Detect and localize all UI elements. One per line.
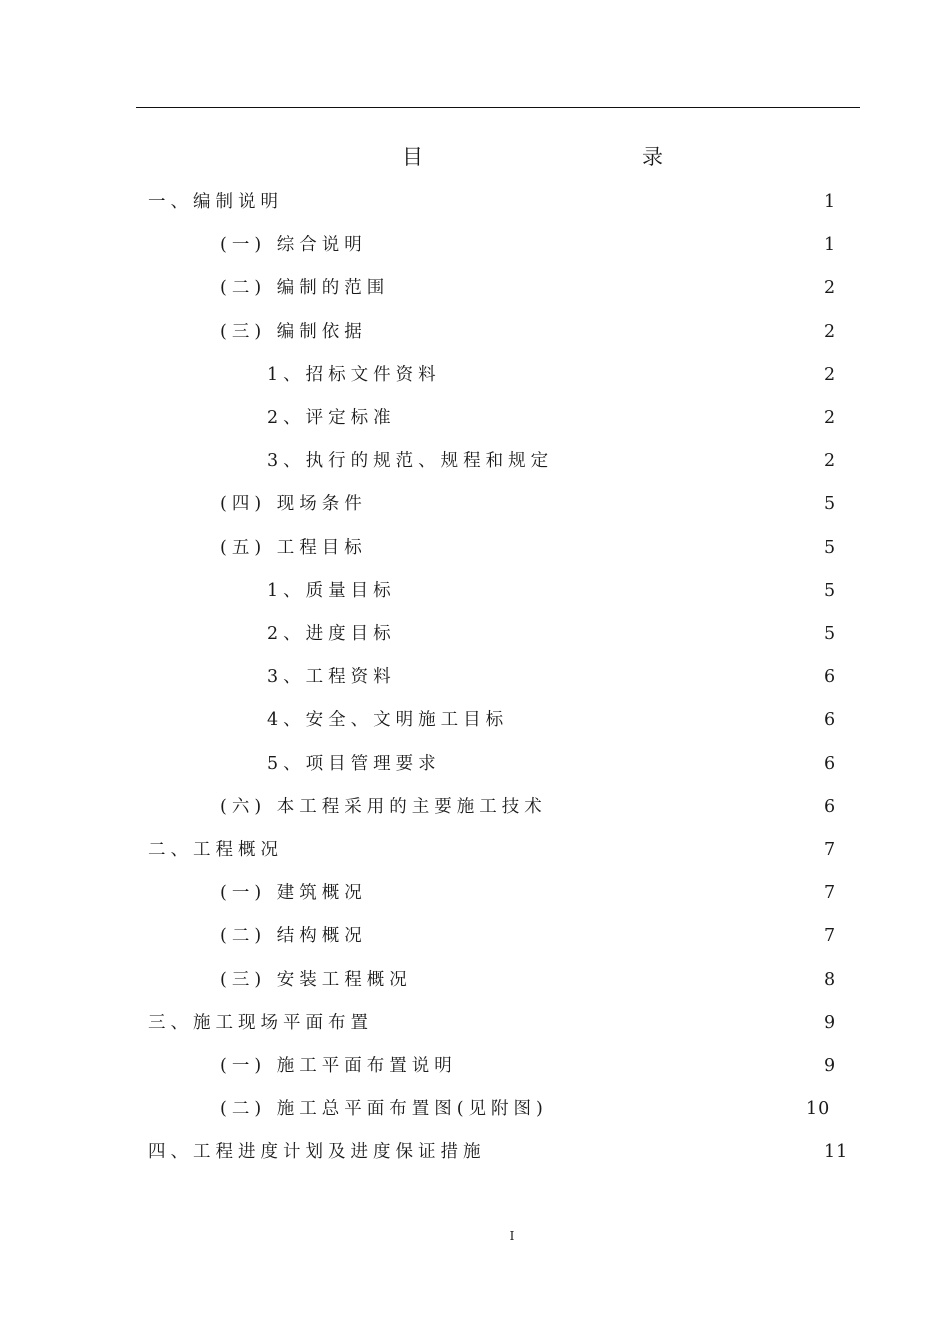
- toc-entry[interactable]: [0, 579, 950, 603]
- toc-entry-page: 5: [824, 494, 837, 515]
- toc-entry[interactable]: [0, 320, 950, 344]
- toc-entry-page: 2: [824, 364, 837, 385]
- toc-entry[interactable]: [0, 1054, 950, 1078]
- toc-entry-label: 四、工程进度计划及进度保证措施: [148, 1142, 486, 1163]
- toc-entry[interactable]: [0, 1097, 950, 1121]
- toc-entry[interactable]: [0, 233, 950, 257]
- toc-entry-page: 6: [824, 667, 837, 688]
- toc-entry-label: 5、项目管理要求: [267, 753, 441, 774]
- toc-entry-label: 二、工程概况: [148, 840, 283, 860]
- toc-entry-page: 11: [824, 1142, 849, 1163]
- toc-entry[interactable]: [0, 752, 950, 776]
- title-char-2: 录: [642, 145, 663, 169]
- toc-entry-page: 8: [824, 969, 837, 990]
- toc-entry-label: (二) 编制的范围: [220, 278, 390, 299]
- toc-entry-label: 1、招标文件资料: [267, 364, 441, 385]
- toc-entry-page: 5: [824, 537, 837, 558]
- toc-entry-page: 6: [824, 753, 837, 774]
- toc-entry[interactable]: [0, 795, 950, 819]
- toc-entry-page: 1: [824, 235, 837, 256]
- toc-entry-label: (二) 施工总平面布置图(见附图): [220, 1099, 548, 1120]
- toc-entry-label: (一) 建筑概况: [220, 883, 367, 904]
- toc-entry-label: (一) 施工平面布置说明: [220, 1056, 457, 1076]
- toc-entry-label: (六) 本工程采用的主要施工技术: [220, 796, 547, 817]
- toc-entry-page: 5: [824, 624, 837, 644]
- toc-entry-page: 7: [824, 883, 837, 904]
- toc-entry-label: 3、工程资料: [267, 667, 396, 688]
- toc-entry-label: 1、质量目标: [267, 580, 396, 601]
- toc-entry-page: 1: [824, 192, 837, 212]
- title-char-1: 目: [402, 145, 423, 169]
- toc-entry-page: 6: [824, 796, 837, 817]
- toc-entry[interactable]: [0, 190, 950, 214]
- toc-entry-label: (一) 综合说明: [220, 235, 367, 256]
- toc-entry-page: 6: [824, 710, 837, 731]
- toc-entry-label: 2、进度目标: [267, 624, 396, 644]
- toc-entry-page: 5: [824, 580, 837, 601]
- toc-entry-page: 2: [824, 321, 837, 342]
- toc-entry-page: 9: [824, 1056, 837, 1076]
- toc-entry-label: 2、评定标准: [267, 408, 396, 428]
- toc-entry[interactable]: [0, 924, 950, 948]
- toc-entry[interactable]: [0, 449, 950, 473]
- toc-entry[interactable]: [0, 708, 950, 732]
- toc-entry[interactable]: [0, 536, 950, 560]
- toc-entry[interactable]: [0, 622, 950, 646]
- toc-entry-label: 一、编制说明: [148, 192, 283, 212]
- toc-entry[interactable]: [0, 838, 950, 862]
- toc-entry-page: 2: [824, 451, 837, 472]
- toc-entry[interactable]: [0, 276, 950, 300]
- toc-entry-label: (三) 安装工程概况: [220, 969, 412, 990]
- toc-entry-label: (四) 现场条件: [220, 494, 367, 515]
- toc-entry-page: 9: [824, 1012, 837, 1033]
- toc-entry-label: (五) 工程目标: [220, 537, 367, 558]
- toc-entry[interactable]: [0, 968, 950, 992]
- toc-entry-page: 7: [824, 840, 837, 860]
- toc-entry[interactable]: [0, 492, 950, 516]
- footer-page-number: I: [509, 1229, 515, 1243]
- toc-entry-label: 3、执行的规范、规程和规定: [267, 451, 554, 472]
- toc-entry[interactable]: [0, 881, 950, 905]
- toc-entry[interactable]: [0, 1011, 950, 1035]
- toc-entry-page: 10: [806, 1099, 831, 1120]
- toc-entry[interactable]: [0, 406, 950, 430]
- toc-entry-page: 7: [824, 926, 837, 947]
- toc-entry-label: 4、安全、文明施工目标: [267, 710, 509, 731]
- toc-entry[interactable]: [0, 1140, 950, 1164]
- toc-entry[interactable]: [0, 363, 950, 387]
- toc-entry-page: 2: [824, 408, 837, 428]
- toc-entry-label: (三) 编制依据: [220, 321, 367, 342]
- toc-entry-label: 三、施工现场平面布置: [148, 1012, 373, 1033]
- page-footer: [0, 1229, 950, 1243]
- toc-entry-page: 2: [824, 278, 837, 299]
- toc-entry[interactable]: [0, 665, 950, 689]
- toc-entry-label: (二) 结构概况: [220, 926, 367, 947]
